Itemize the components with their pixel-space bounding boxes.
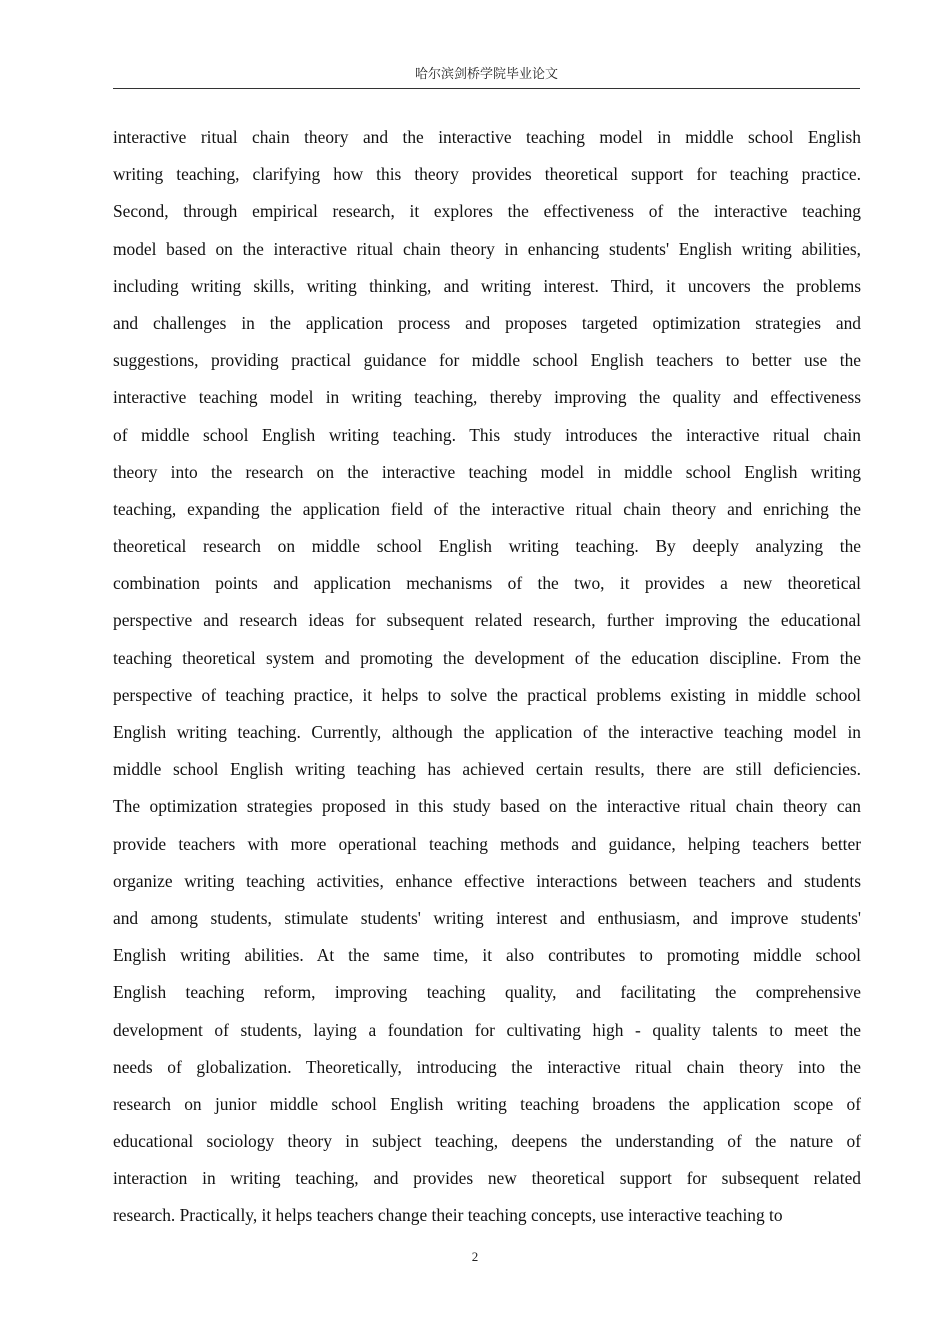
text-line: The optimization strategies proposed in this study based on the interactive ritual chain theory can [113,796,861,817]
text-line: and challenges in the application process and proposes targeted optimization strategies and [113,312,861,333]
text-line: interactive teaching model in writing teaching, thereby improving the quality and effectiveness [113,387,861,408]
text-line: combination points and application mechanisms of the two, it provides a new theoretical [113,573,861,594]
header-divider [113,88,860,89]
text-line: research on junior middle school English writing teaching broadens the application scope of [113,1093,861,1114]
text-line: perspective and research ideas for subsequent related research, further improving the educational [113,610,861,631]
text-line: suggestions, providing practical guidance for middle school English teachers to better use the [113,350,861,371]
text-line: of middle school English writing teaching. This study introduces the interactive ritual chain [113,424,861,445]
text-line: educational sociology theory in subject teaching, deepens the understanding of the nature of [113,1131,861,1152]
page-header-title: 哈尔滨剑桥学院毕业论文 [414,67,558,82]
text-line: middle school English writing teaching has achieved certain results, there are still deficiencies. [113,759,861,780]
text-line: including writing skills, writing thinking, and writing interest. Third, it uncovers the problems [113,275,861,296]
text-line: Second, through empirical research, it explores the effectiveness of the interactive teaching [113,201,861,222]
text-line: theory into the research on the interactive teaching model in middle school English writing [113,461,861,482]
text-line: teaching, expanding the application field of the interactive ritual chain theory and enriching the [113,498,861,519]
text-line: provide teachers with more operational teaching methods and guidance, helping teachers better [113,833,861,854]
text-line: interactive ritual chain theory and the interactive teaching model in middle school English [113,127,861,147]
text-line: perspective of teaching practice, it helps to solve the practical problems existing in middle school [113,684,861,705]
text-line: theoretical research on middle school English writing teaching. By deeply analyzing the [113,536,861,557]
text-line: English teaching reform, improving teaching quality, and facilitating the comprehensive [113,982,861,1003]
text-line: English writing teaching. Currently, although the application of the interactive teaching model in [113,722,861,742]
text-line: teaching theoretical system and promoting the development of the education discipline. From the [113,647,861,668]
text-line: writing teaching, clarifying how this theory provides theoretical support for teaching practice. [113,164,861,185]
text-line: interaction in writing teaching, and provides new theoretical support for subsequent related [113,1168,861,1189]
text-line: English writing abilities. At the same time, it also contributes to promoting middle school [113,945,861,966]
text-line: needs of globalization. Theoretically, introducing the interactive ritual chain theory into the [113,1056,861,1077]
page-number: 2 [471,1249,479,1264]
text-line: model based on the interactive ritual chain theory in enhancing students' English writing abilities, [113,238,861,259]
text-line: and among students, stimulate students' writing interest and enthusiasm, and improve students' [113,907,861,928]
text-line: development of students, laying a foundation for cultivating high - quality talents to meet the [113,1019,861,1040]
body-paragraph [113,119,861,1235]
text-line: research. Practically, it helps teachers change their teaching concepts, use interactive teaching to [113,1205,783,1226]
text-line: organize writing teaching activities, enhance effective interactions between teachers and students [113,870,861,891]
